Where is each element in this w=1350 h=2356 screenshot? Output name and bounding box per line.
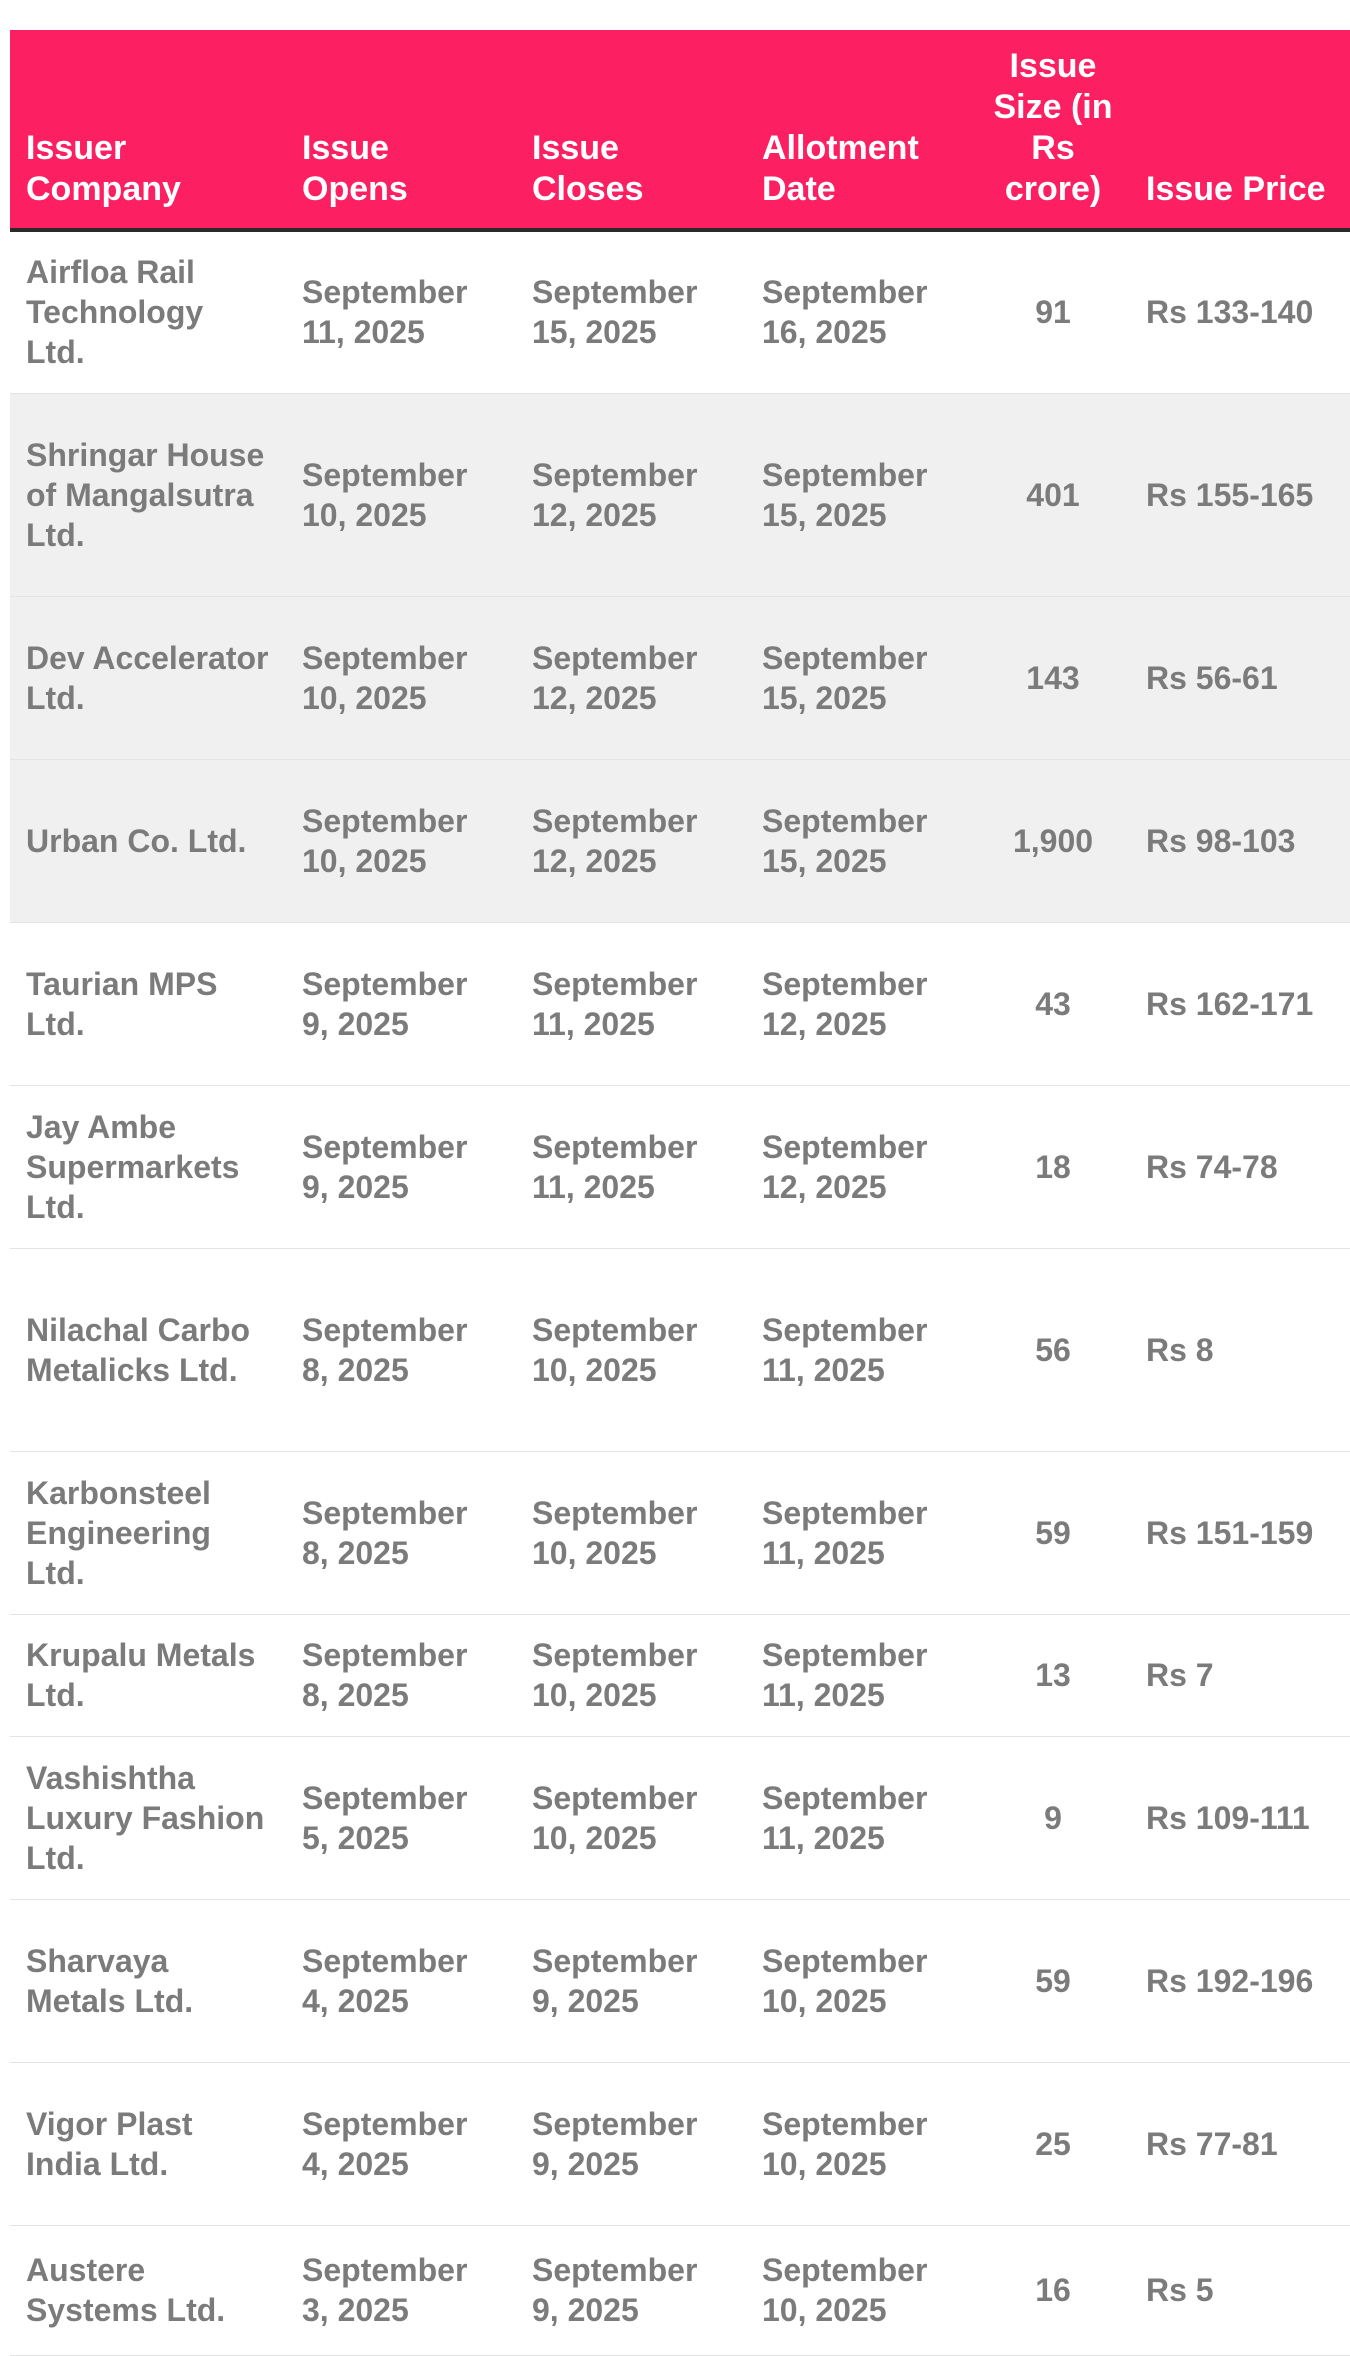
cell-company: Krupalu Metals Ltd.	[10, 1614, 286, 1736]
table-row	[10, 2062, 1350, 2225]
cell-issue-size: 401	[976, 393, 1130, 596]
table-row	[10, 1614, 1350, 1736]
ipo-table-viewport[interactable]	[10, 30, 1326, 2348]
cell-issue-opens: September 9, 2025	[286, 922, 516, 1085]
table-row	[10, 1899, 1350, 2062]
cell-issue-closes: September 12, 2025	[516, 596, 746, 759]
header-issuer-company: Issuer Company	[10, 30, 286, 230]
cell-issue-closes: September 10, 2025	[516, 1248, 746, 1451]
cell-issue-opens: September 3, 2025	[286, 2225, 516, 2355]
cell-issue-size: 59	[976, 1451, 1130, 1614]
cell-issue-size: 18	[976, 1085, 1130, 1248]
table-row	[10, 230, 1350, 393]
cell-issue-closes: September 9, 2025	[516, 2062, 746, 2225]
cell-issue-size: 143	[976, 596, 1130, 759]
cell-allotment-date: September 15, 2025	[746, 393, 976, 596]
cell-issue-opens: September 9, 2025	[286, 1085, 516, 1248]
cell-issue-closes: September 10, 2025	[516, 1451, 746, 1614]
cell-allotment-date: September 12, 2025	[746, 1085, 976, 1248]
header-issue-price: Issue Price	[1130, 30, 1350, 230]
cell-issue-size: 25	[976, 2062, 1130, 2225]
cell-company: Vashishtha Luxury Fashion Ltd.	[10, 1736, 286, 1899]
cell-issue-opens: September 8, 2025	[286, 1248, 516, 1451]
cell-allotment-date: September 16, 2025	[746, 230, 976, 393]
header-issue-opens: Issue Opens	[286, 30, 516, 230]
cell-issue-price: Rs 74-78	[1130, 1085, 1350, 1248]
table-row	[10, 1085, 1350, 1248]
cell-issue-closes: September 11, 2025	[516, 922, 746, 1085]
cell-issue-opens: September 10, 2025	[286, 393, 516, 596]
cell-company: Shringar House of Mangalsutra Ltd.	[10, 393, 286, 596]
cell-allotment-date: September 12, 2025	[746, 922, 976, 1085]
header-row	[10, 30, 1350, 230]
cell-issue-closes: September 11, 2025	[516, 1085, 746, 1248]
cell-issue-opens: September 4, 2025	[286, 2062, 516, 2225]
cell-issue-opens: September 5, 2025	[286, 1736, 516, 1899]
cell-issue-size: 43	[976, 922, 1130, 1085]
cell-issue-price: Rs 192-196	[1130, 1899, 1350, 2062]
cell-issue-closes: September 12, 2025	[516, 393, 746, 596]
cell-allotment-date: September 11, 2025	[746, 1736, 976, 1899]
ipo-table	[10, 30, 1350, 2356]
cell-allotment-date: September 10, 2025	[746, 2225, 976, 2355]
table-row	[10, 393, 1350, 596]
table-body	[10, 230, 1350, 2355]
cell-issue-price: Rs 133-140	[1130, 230, 1350, 393]
cell-issue-size: 59	[976, 1899, 1130, 2062]
cell-issue-price: Rs 162-171	[1130, 922, 1350, 1085]
cell-issue-closes: September 9, 2025	[516, 2225, 746, 2355]
cell-company: Vigor Plast India Ltd.	[10, 2062, 286, 2225]
cell-company: Airfloa Rail Technology Ltd.	[10, 230, 286, 393]
header-issue-size: Issue Size (in Rs crore)	[976, 30, 1130, 230]
cell-allotment-date: September 10, 2025	[746, 1899, 976, 2062]
header-issue-closes: Issue Closes	[516, 30, 746, 230]
cell-issue-price: Rs 77-81	[1130, 2062, 1350, 2225]
table-row	[10, 2225, 1350, 2355]
cell-issue-price: Rs 109-111	[1130, 1736, 1350, 1899]
table-row	[10, 1451, 1350, 1614]
table-header	[10, 30, 1350, 230]
cell-issue-price: Rs 155-165	[1130, 393, 1350, 596]
cell-issue-size: 16	[976, 2225, 1130, 2355]
cell-issue-price: Rs 7	[1130, 1614, 1350, 1736]
cell-allotment-date: September 11, 2025	[746, 1614, 976, 1736]
cell-company: Karbonsteel Engineering Ltd.	[10, 1451, 286, 1614]
cell-allotment-date: September 10, 2025	[746, 2062, 976, 2225]
cell-allotment-date: September 11, 2025	[746, 1248, 976, 1451]
cell-company: Taurian MPS Ltd.	[10, 922, 286, 1085]
cell-issue-price: Rs 151-159	[1130, 1451, 1350, 1614]
cell-company: Urban Co. Ltd.	[10, 759, 286, 922]
cell-issue-closes: September 10, 2025	[516, 1736, 746, 1899]
header-allotment-date: Allotment Date	[746, 30, 976, 230]
cell-company: Austere Systems Ltd.	[10, 2225, 286, 2355]
cell-issue-opens: September 10, 2025	[286, 596, 516, 759]
table-row	[10, 1248, 1350, 1451]
cell-issue-size: 9	[976, 1736, 1130, 1899]
cell-issue-size: 56	[976, 1248, 1130, 1451]
cell-issue-size: 91	[976, 230, 1130, 393]
cell-issue-opens: September 8, 2025	[286, 1451, 516, 1614]
cell-allotment-date: September 11, 2025	[746, 1451, 976, 1614]
table-row	[10, 922, 1350, 1085]
cell-issue-price: Rs 8	[1130, 1248, 1350, 1451]
cell-issue-opens: September 4, 2025	[286, 1899, 516, 2062]
cell-allotment-date: September 15, 2025	[746, 759, 976, 922]
table-row	[10, 596, 1350, 759]
cell-company: Sharvaya Metals Ltd.	[10, 1899, 286, 2062]
cell-issue-closes: September 9, 2025	[516, 1899, 746, 2062]
cell-issue-size: 13	[976, 1614, 1130, 1736]
cell-issue-closes: September 10, 2025	[516, 1614, 746, 1736]
cell-issue-opens: September 8, 2025	[286, 1614, 516, 1736]
cell-issue-price: Rs 56-61	[1130, 596, 1350, 759]
cell-issue-opens: September 10, 2025	[286, 759, 516, 922]
cell-company: Jay Ambe Supermarkets Ltd.	[10, 1085, 286, 1248]
cell-company: Nilachal Carbo Metalicks Ltd.	[10, 1248, 286, 1451]
cell-issue-price: Rs 98-103	[1130, 759, 1350, 922]
cell-allotment-date: September 15, 2025	[746, 596, 976, 759]
cell-issue-price: Rs 5	[1130, 2225, 1350, 2355]
cell-issue-closes: September 15, 2025	[516, 230, 746, 393]
table-row	[10, 1736, 1350, 1899]
cell-issue-closes: September 12, 2025	[516, 759, 746, 922]
cell-company: Dev Accelerator Ltd.	[10, 596, 286, 759]
cell-issue-size: 1,900	[976, 759, 1130, 922]
cell-issue-opens: September 11, 2025	[286, 230, 516, 393]
table-row	[10, 759, 1350, 922]
